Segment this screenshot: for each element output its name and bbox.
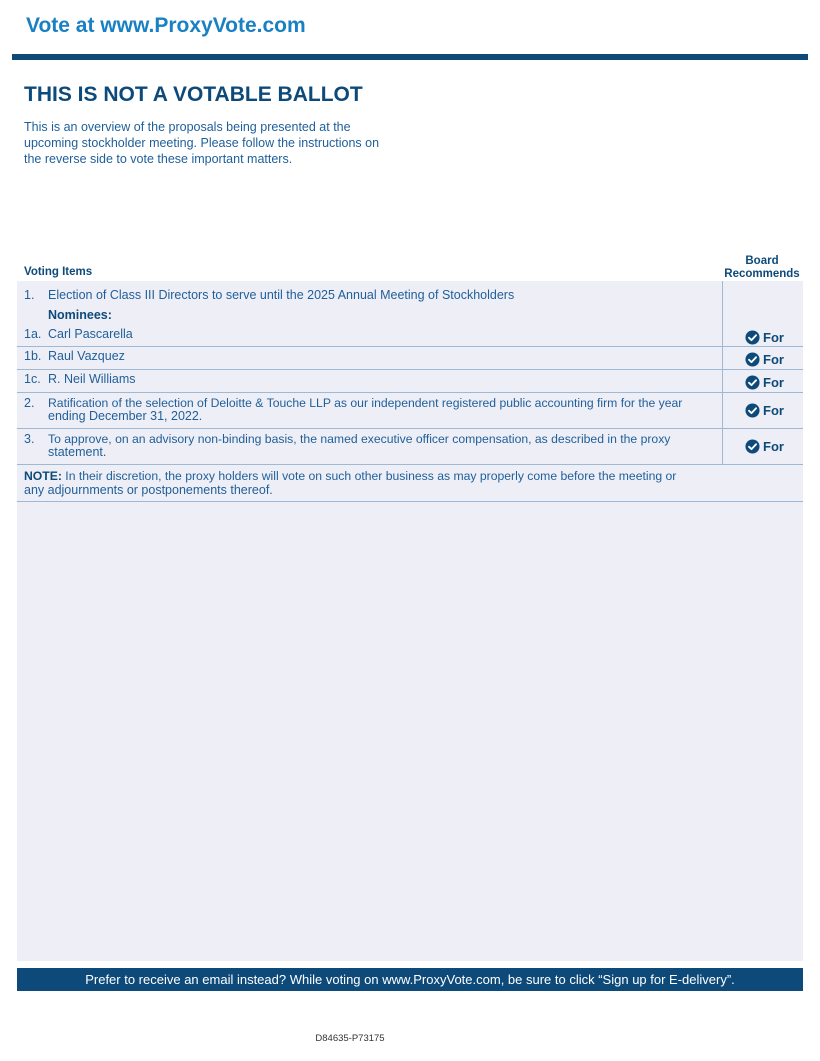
edelivery-banner: Prefer to receive an email instead? While voting on www.ProxyVote.com, be sure to click “Sign up for E-delivery”.: [17, 968, 803, 991]
nominee-number: 1b.: [24, 349, 42, 363]
item-number: 2.: [24, 396, 35, 410]
voting-items-header: Voting Items: [24, 266, 93, 278]
note-text: In their discretion, the proxy holders will vote on such other business as may properly come before the meeting or: [61, 469, 677, 483]
recommendation-label: For: [763, 329, 784, 345]
table-row-1b: [17, 347, 803, 370]
board-recommends-header: [722, 255, 802, 281]
nominee-name: Raul Vazquez: [48, 349, 125, 363]
check-circle-icon: [745, 403, 760, 418]
check-circle-icon: [745, 439, 760, 454]
item-text-line1: Ratification of the selection of Deloitte & Touche LLP as our independent registered public accounting firm for the year: [48, 396, 683, 410]
note-label: NOTE:: [24, 469, 62, 483]
intro-text: [24, 119, 404, 167]
note-line2: any adjournments or postponements thereof.: [24, 483, 273, 497]
recommendation: [745, 402, 784, 418]
ballot-heading: THIS IS NOT A VOTABLE BALLOT: [24, 83, 363, 106]
item-number: 3.: [24, 432, 35, 446]
table-row-note: [17, 465, 803, 502]
board-recommends-line1: Board: [745, 255, 779, 267]
item-text-line2: ending December 31, 2022.: [48, 409, 203, 423]
recommendation: [745, 351, 784, 367]
recommendation: [745, 329, 784, 345]
table-row-item2: [17, 393, 803, 429]
intro-line: This is an overview of the proposals being presented at the: [24, 120, 351, 134]
table-row-1c: [17, 370, 803, 393]
recommendation-label: For: [763, 374, 784, 390]
item-text-line1: To approve, on an advisory non-binding basis, the named executive officer compensation, as described in the proxy: [48, 432, 671, 446]
header-title: Vote at www.ProxyVote.com: [26, 14, 306, 37]
nominee-number: 1a.: [24, 327, 42, 341]
nominee-name: R. Neil Williams: [48, 372, 136, 386]
item-text-line2: statement.: [48, 445, 107, 459]
note-line1: [24, 470, 676, 483]
nominee-name: Carl Pascarella: [48, 327, 133, 341]
nominees-label: Nominees:: [48, 308, 112, 322]
column-divider: [722, 281, 723, 464]
table-row-item3: [17, 429, 803, 465]
intro-line: upcoming stockholder meeting. Please follow the instructions on: [24, 136, 380, 150]
recommendation-label: For: [763, 402, 784, 418]
check-circle-icon: [745, 375, 760, 390]
recommendation-label: For: [763, 438, 784, 454]
item-number: 1.: [24, 288, 35, 302]
item-text: Election of Class III Directors to serve until the 2025 Annual Meeting of Stockholders: [48, 288, 515, 302]
check-circle-icon: [745, 330, 760, 345]
recommendation-label: For: [763, 351, 784, 367]
board-recommends-line2: Recommends: [724, 268, 800, 280]
header-rule: [12, 54, 808, 60]
recommendation: [745, 374, 784, 390]
intro-line: the reverse side to vote these important matters.: [24, 152, 293, 166]
table-row-item1: [17, 281, 803, 347]
check-circle-icon: [745, 352, 760, 367]
recommendation: [745, 438, 784, 454]
nominee-number: 1c.: [24, 372, 41, 386]
document-code: D84635-P73175: [315, 1033, 385, 1044]
